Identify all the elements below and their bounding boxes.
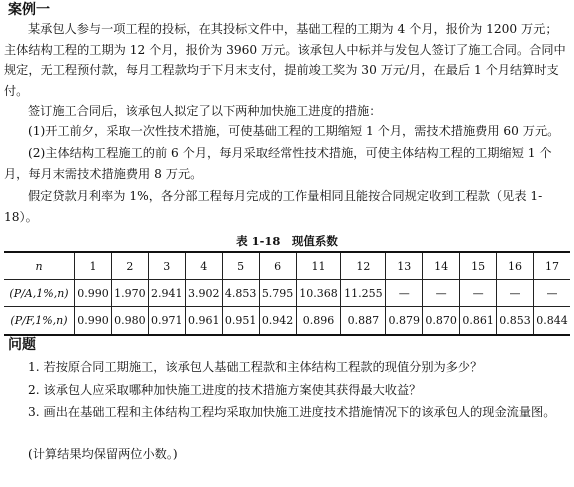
table-header-cell: 5 — [222, 252, 259, 280]
table-cell: 11.255 — [341, 280, 386, 307]
table-header-label: n — [4, 252, 75, 280]
table-cell: 0.990 — [75, 307, 112, 336]
table-header-cell: 12 — [341, 252, 386, 280]
table-header-cell: 17 — [533, 252, 570, 280]
table-cell: 0.879 — [386, 307, 423, 336]
table-cell: 1.970 — [111, 280, 148, 307]
paragraph-measure-1: (1)开工前夕，采取一次性技术措施，可使基础工程的工期缩短 1 个月，需技术措施费用 60 万元。 — [28, 124, 560, 138]
question-1: 1. 若按原合同工期施工，该承包人基础工程款和主体结构工程款的现值分别为多少？ — [28, 360, 483, 374]
question-3: 3. 画出在基础工程和主体结构工程均采取加快施工进度技术措施情况下的该承包人的现金流量图。 — [28, 405, 556, 419]
table-header-cell: 13 — [386, 252, 423, 280]
question-2: 2. 该承包人应采取哪种加快施工进度的技术措施方案使其获得最大收益？ — [28, 383, 422, 397]
table-cell: 0.980 — [111, 307, 148, 336]
table-cell: — — [460, 280, 497, 307]
table-cell: — — [533, 280, 570, 307]
table-row-pf — [4, 307, 570, 336]
table-cell: 0.990 — [75, 280, 112, 307]
table-cell: 0.861 — [460, 307, 497, 336]
paragraph-background: 某承包人参与一项工程的投标，在其投标文件中，基础工程的工期为 4 个月，报价为 1200 万元；主体结构工程的工期为 12 个月，报价为 3960 万元。该承包人中标并与发包人签订了施工合同。合同中规定，无工程预付款，每月工程款均于下月末支付，提前竣工奖为 30 万元/月，在最后 1 个月结算时支付。 — [4, 22, 566, 98]
table-cell: 0.853 — [497, 307, 534, 336]
table-header-cell: 16 — [497, 252, 534, 280]
table-cell: 0.971 — [148, 307, 185, 336]
table-cell: — — [386, 280, 423, 307]
table-cell: — — [423, 280, 460, 307]
questions-title: 问题 — [8, 337, 36, 353]
table-cell: 0.951 — [222, 307, 259, 336]
table-caption: 表 1-18 现值系数 — [236, 234, 338, 248]
table-header-cell: 6 — [259, 252, 296, 280]
calculation-note: (计算结果均保留两位小数。) — [28, 447, 178, 461]
table-header-cell: 4 — [185, 252, 222, 280]
table-header-row — [4, 252, 570, 280]
case-title: 案例一 — [8, 2, 50, 18]
table-row-pa — [4, 280, 570, 307]
table-cell: 0.961 — [185, 307, 222, 336]
table-header-cell: 14 — [423, 252, 460, 280]
table-cell: 0.942 — [259, 307, 296, 336]
table-header-cell: 3 — [148, 252, 185, 280]
table-cell: 4.853 — [222, 280, 259, 307]
paragraph-assumption: 假定贷款月利率为 1%，各分部工程每月完成的工作量相同且能按合同规定收到工程款（见表 1-18）。 — [4, 189, 543, 224]
row-label: (P/A,1%,n) — [4, 280, 75, 307]
table-header-cell: 11 — [296, 252, 341, 280]
table-cell: 5.795 — [259, 280, 296, 307]
table-header-cell: 2 — [111, 252, 148, 280]
table-cell: 0.870 — [423, 307, 460, 336]
table-cell: 0.887 — [341, 307, 386, 336]
paragraph-measure-2: (2)主体结构工程施工的前 6 个月，每月采取经常性技术措施，可使主体结构工程的工期缩短 1 个月，每月末需技术措施费用 8 万元。 — [4, 146, 552, 181]
table-header-cell: 1 — [75, 252, 112, 280]
table-cell: 10.368 — [296, 280, 341, 307]
table-cell: 0.844 — [533, 307, 570, 336]
table-cell: — — [497, 280, 534, 307]
table-header-cell: 15 — [460, 252, 497, 280]
present-value-table — [4, 251, 570, 336]
table-cell: 3.902 — [185, 280, 222, 307]
table-cell: 0.896 — [296, 307, 341, 336]
paragraph-measures-intro: 签订施工合同后，该承包人拟定了以下两种加快施工进度的措施： — [28, 104, 382, 118]
table-cell: 2.941 — [148, 280, 185, 307]
row-label: (P/F,1%,n) — [4, 307, 75, 336]
